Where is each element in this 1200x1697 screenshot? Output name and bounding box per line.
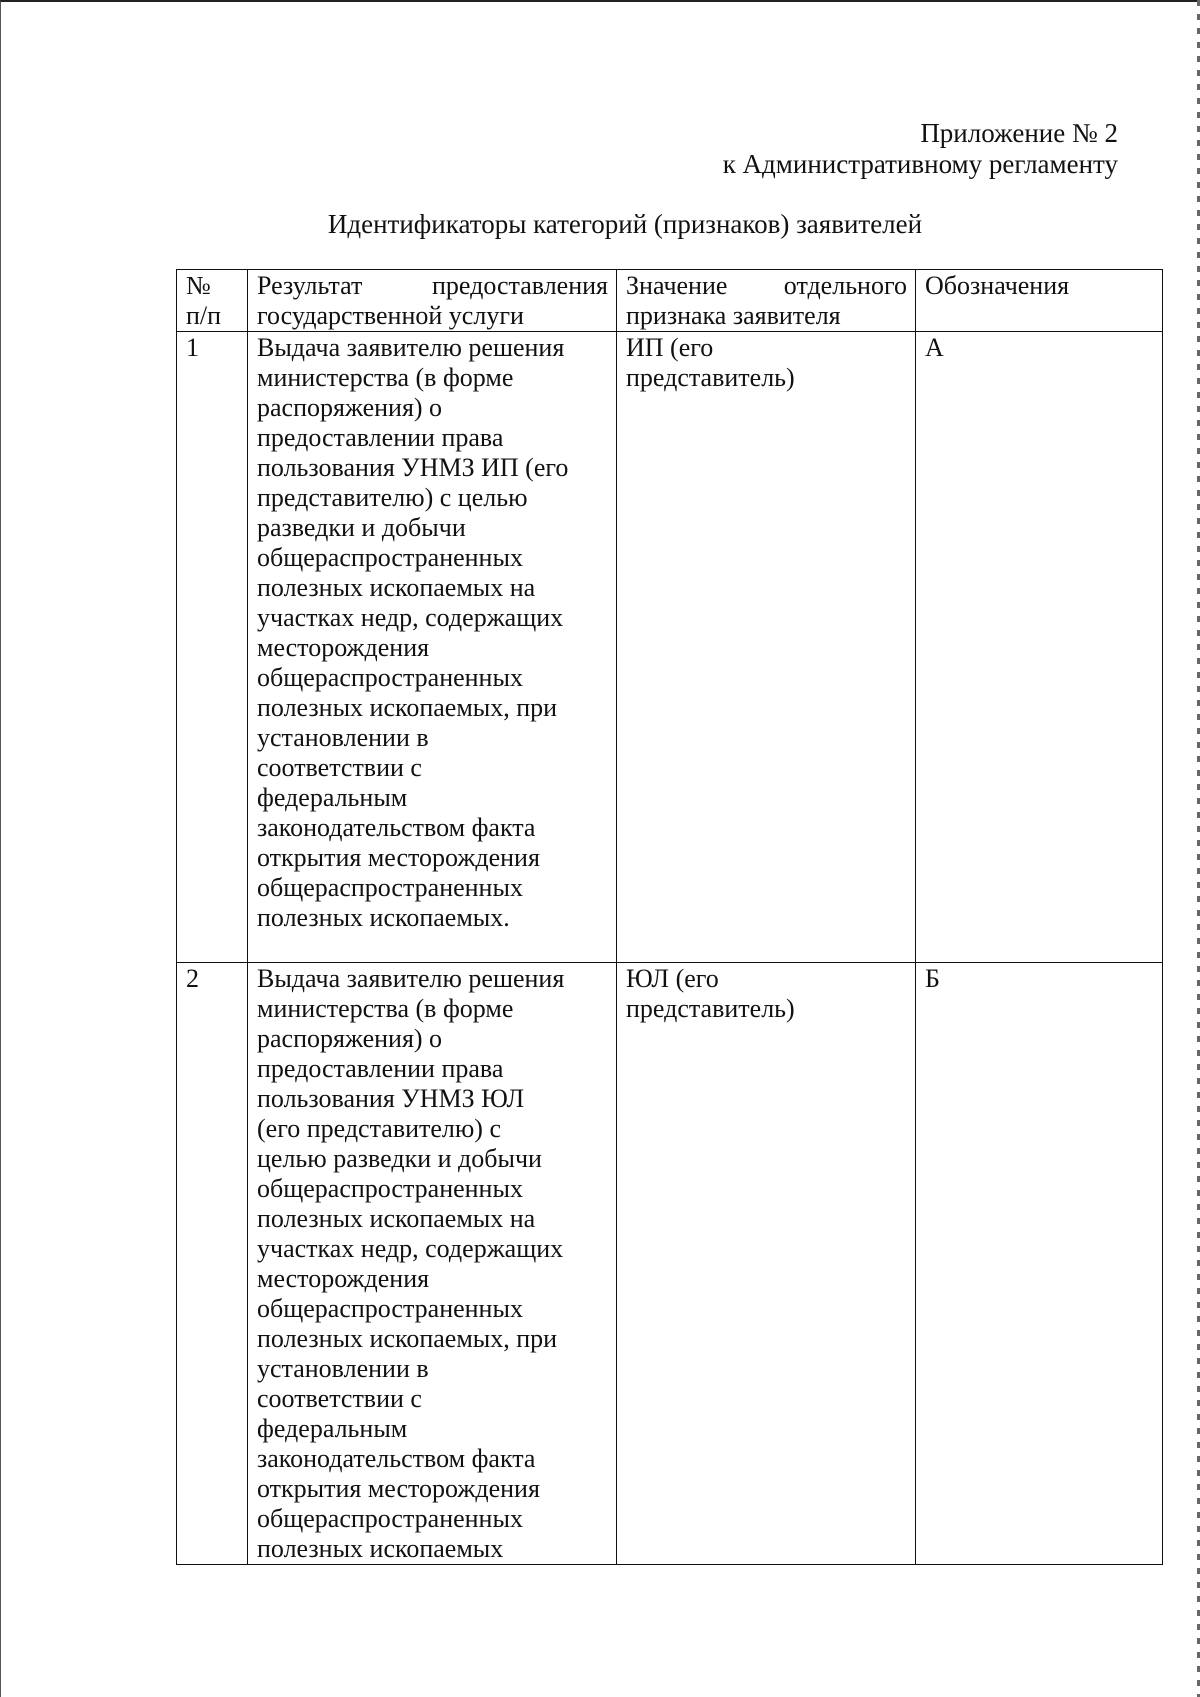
header-value-line2: признака заявителя bbox=[626, 301, 841, 330]
row-designation-value: Б bbox=[925, 964, 940, 993]
table-row bbox=[177, 963, 1163, 1565]
row-number-value: 2 bbox=[186, 964, 199, 993]
row-result bbox=[248, 963, 617, 1565]
header-result-line1 bbox=[257, 271, 608, 301]
row-value bbox=[617, 332, 916, 963]
row-designation-value: А bbox=[925, 333, 944, 362]
header-number bbox=[177, 270, 248, 332]
table-header-row bbox=[177, 270, 1163, 332]
row-value bbox=[617, 963, 916, 1565]
row-number-value: 1 bbox=[186, 333, 199, 362]
appendix-note bbox=[723, 118, 1118, 180]
header-value-word2: отдельного bbox=[783, 271, 907, 300]
header-value bbox=[617, 270, 916, 332]
header-result bbox=[248, 270, 617, 332]
document-title: Идентификаторы категорий (признаков) заявителей bbox=[327, 209, 923, 239]
categories-table bbox=[176, 269, 1163, 1565]
header-value-word1: Значение bbox=[626, 271, 728, 300]
row-designation bbox=[916, 332, 1163, 963]
appendix-number: Приложение № 2 bbox=[920, 118, 1118, 148]
row-value-text: ИП (его представитель) bbox=[626, 333, 795, 392]
header-result-line2: государственной услуги bbox=[257, 301, 524, 330]
header-result-word1: Результат bbox=[257, 271, 363, 300]
header-designation bbox=[916, 270, 1163, 332]
table-row bbox=[177, 332, 1163, 963]
row-designation bbox=[916, 963, 1163, 1565]
row-number bbox=[177, 963, 248, 1565]
row-result bbox=[248, 332, 617, 963]
row-result-text: Выдача заявителю решения министерства (в форме распоряжения) о предоставлении права пользования УНМЗ ЮЛ (его представителю) с целью разведки и добычи общераспространенных полезных ископаемых на участках недр, содержащих месторождения общераспространенных полезных ископаемых, при установлении в соответствии с федеральным законодательством факта открытия месторождения общераспространенных полезных ископаемых bbox=[257, 964, 565, 1563]
header-number-label: № п/п bbox=[186, 271, 222, 330]
appendix-reference: к Административному регламенту bbox=[722, 149, 1118, 179]
row-number bbox=[177, 332, 248, 963]
header-result-word2: предоставления bbox=[432, 271, 608, 300]
header-designation-label: Обозначения bbox=[925, 271, 1070, 300]
row-result-text: Выдача заявителю решения министерства (в форме распоряжения) о предоставлении права пользования УНМЗ ИП (его представителю) с целью разведки и добычи общераспространенных полезных ископаемых на участках недр, содержащих месторождения общераспространенных полезных ископаемых, при установлении в соответствии с федеральным законодательством факта открытия месторождения общераспространенных полезных ископаемых. bbox=[257, 333, 569, 932]
header-value-line1 bbox=[626, 271, 907, 301]
row-value-text: ЮЛ (его представитель) bbox=[626, 964, 795, 1023]
